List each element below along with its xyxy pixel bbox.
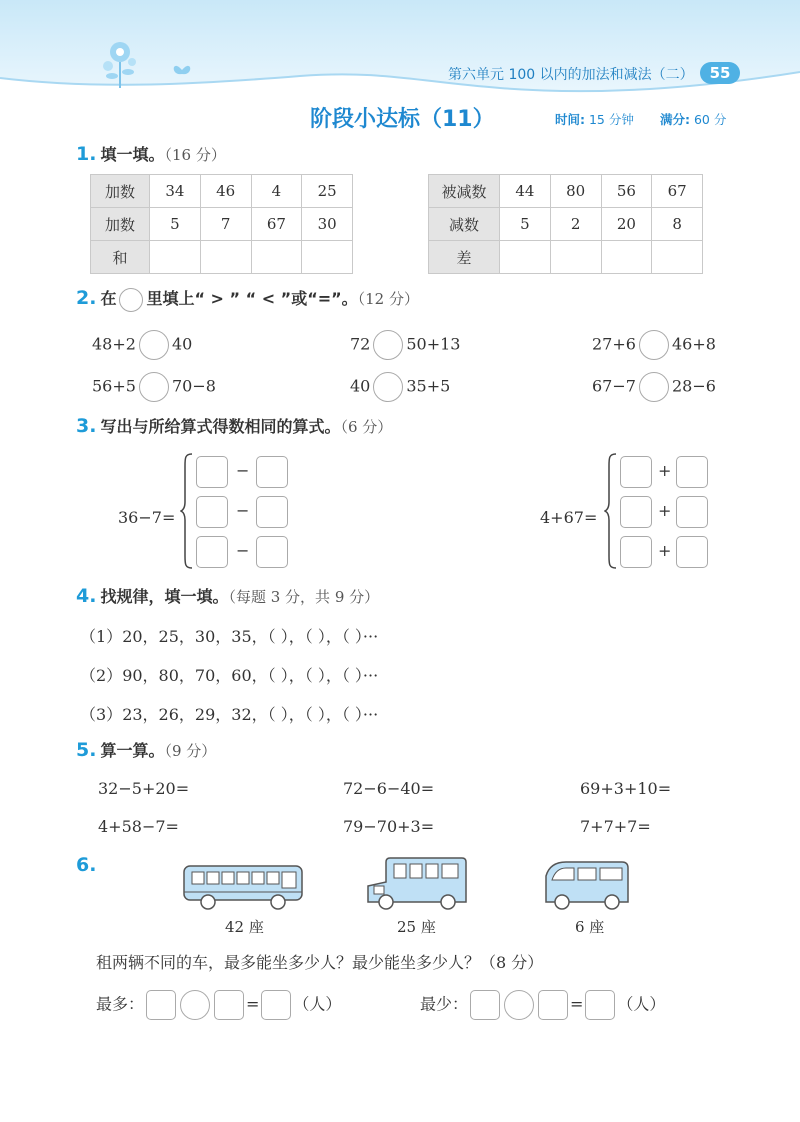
- compare-item: [350, 330, 460, 360]
- unit-label: （人）: [293, 994, 342, 1014]
- table-cell: 8: [652, 208, 703, 241]
- full-label: 满分:: [660, 112, 690, 127]
- question-title: 找规律，填一填。: [100, 587, 229, 606]
- question-number: 6.: [76, 854, 97, 876]
- answer-box[interactable]: [196, 496, 228, 528]
- calculation-item[interactable]: 79−70+3=: [343, 817, 435, 836]
- vehicle-caption: 25 座: [397, 918, 436, 936]
- addition-table: [90, 174, 353, 274]
- answer-box[interactable]: [538, 990, 568, 1020]
- answer-box[interactable]: [256, 536, 288, 568]
- sequence-row: [80, 663, 378, 686]
- full-score: [660, 110, 726, 128]
- table-cell: 46: [200, 175, 251, 208]
- question-4-heading: [76, 584, 379, 607]
- minivan-icon: [542, 858, 632, 912]
- calculation-item[interactable]: 72−6−40=: [343, 779, 435, 798]
- calculation-item[interactable]: 69+3+10=: [580, 779, 672, 798]
- table-row: [91, 241, 353, 274]
- header-wave-decoration: [0, 0, 800, 100]
- compare-left: 27+6: [592, 334, 636, 354]
- compare-circle[interactable]: [639, 372, 669, 402]
- table-cell: 67: [251, 208, 302, 241]
- sequence-label: （3）: [80, 705, 123, 724]
- operator: −: [236, 501, 250, 520]
- sequence-values: 90，80，70，60，: [122, 666, 268, 685]
- answer-box[interactable]: [146, 990, 176, 1020]
- answer-box[interactable]: [196, 456, 228, 488]
- compare-circle[interactable]: [639, 330, 669, 360]
- operator: −: [236, 541, 250, 560]
- table-cell: 4: [251, 175, 302, 208]
- table-cell: 34: [150, 175, 201, 208]
- answer-cell[interactable]: [550, 241, 601, 274]
- operator-circle[interactable]: [180, 990, 210, 1020]
- compare-item: [92, 330, 192, 360]
- full-value: 60 分: [693, 112, 727, 127]
- table-row-label: 被减数: [429, 175, 500, 208]
- large-bus-icon: [180, 862, 306, 912]
- vehicle-caption: 6 座: [575, 918, 605, 936]
- compare-left: 72: [350, 334, 371, 354]
- question-title: 写出与所给算式得数相同的算式。: [100, 417, 341, 436]
- table-row: [91, 175, 353, 208]
- table-row-label: 加数: [91, 175, 150, 208]
- answer-box[interactable]: [620, 496, 652, 528]
- table-cell: 7: [200, 208, 251, 241]
- circle-symbol: [119, 288, 143, 312]
- left-brace-icon: [180, 452, 194, 570]
- table-cell: 30: [302, 208, 353, 241]
- equals-sign: =: [570, 994, 584, 1014]
- answer-cell[interactable]: [652, 241, 703, 274]
- compare-left: 48+2: [92, 334, 136, 354]
- question-title: 算一算。: [100, 741, 165, 760]
- subtraction-table: [428, 174, 703, 274]
- question-3-heading: [76, 414, 392, 437]
- answer-cell[interactable]: [500, 241, 551, 274]
- operator-circle[interactable]: [504, 990, 534, 1020]
- question-title-part: 里填上“ > ” “ < ”或“=”。: [146, 289, 358, 308]
- table-row: [91, 208, 353, 241]
- sequence-blanks[interactable]: （ ），（ ），（ ）···: [267, 705, 379, 724]
- operator: −: [236, 461, 250, 480]
- answer-box[interactable]: [214, 990, 244, 1020]
- table-row-label: 差: [429, 241, 500, 274]
- table-cell: 44: [500, 175, 551, 208]
- equals-sign: =: [246, 994, 260, 1014]
- answer-cell[interactable]: [601, 241, 652, 274]
- question-number: 5.: [76, 739, 97, 761]
- time-limit: [555, 110, 634, 128]
- sequence-row: [80, 624, 378, 647]
- compare-circle[interactable]: [139, 330, 169, 360]
- least-label: 最少：: [420, 994, 469, 1014]
- calculation-item[interactable]: 7+7+7=: [580, 817, 651, 836]
- sequence-label: （2）: [80, 666, 123, 685]
- compare-left: 40: [350, 376, 371, 396]
- compare-right: 35+5: [406, 376, 451, 396]
- question-score: （每题 3 分，共 9 分）: [228, 588, 380, 606]
- table-cell: 2: [550, 208, 601, 241]
- answer-box[interactable]: [676, 456, 708, 488]
- time-value: 15 分钟: [588, 112, 634, 127]
- answer-box[interactable]: [196, 536, 228, 568]
- question-2-heading: [76, 286, 419, 312]
- question-5-heading: [76, 738, 216, 761]
- unit-label: （人）: [617, 994, 666, 1014]
- answer-box[interactable]: [676, 536, 708, 568]
- question-score: （16 分）: [164, 146, 226, 164]
- sequence-blanks[interactable]: （ ），（ ），（ ）···: [267, 666, 379, 685]
- answer-box[interactable]: [585, 990, 615, 1020]
- question-score: （6 分）: [340, 418, 393, 436]
- table-cell: 56: [601, 175, 652, 208]
- table-row: [429, 241, 703, 274]
- left-brace-icon: [604, 452, 618, 570]
- answer-box[interactable]: [261, 990, 291, 1020]
- compare-right: 28−6: [671, 376, 716, 396]
- question-number: 1.: [76, 143, 97, 165]
- time-label: 时间:: [555, 112, 585, 127]
- unit-title: 第六单元 100 以内的加法和减法（二）: [448, 67, 694, 83]
- table-row-label: 减数: [429, 208, 500, 241]
- given-expression: 4+67=: [540, 508, 598, 527]
- compare-circle[interactable]: [373, 330, 403, 360]
- table-row: [429, 208, 703, 241]
- page-number: 55: [700, 62, 740, 84]
- sequence-label: （1）: [80, 627, 123, 646]
- table-cell: 25: [302, 175, 353, 208]
- question-1-heading: [76, 142, 226, 165]
- answer-box[interactable]: [256, 456, 288, 488]
- question-score: （9 分）: [164, 742, 217, 760]
- compare-circle[interactable]: [373, 372, 403, 402]
- question-number: 4.: [76, 585, 97, 607]
- page-title: 阶段小达标（11）: [310, 107, 495, 132]
- answer-box[interactable]: [676, 496, 708, 528]
- question-title: 填一填。: [100, 145, 165, 164]
- sequence-blanks[interactable]: （ ），（ ），（ ）···: [267, 627, 379, 646]
- compare-item: [592, 372, 716, 402]
- question-number: 3.: [76, 415, 97, 437]
- compare-item: [92, 372, 216, 402]
- table-row: [429, 175, 703, 208]
- vehicle-caption: 42 座: [225, 918, 264, 936]
- answer-box[interactable]: [620, 456, 652, 488]
- compare-right: 46+8: [671, 334, 716, 354]
- question-6-heading: [76, 854, 100, 876]
- table-cell: 5: [150, 208, 201, 241]
- least-answer-row: [420, 990, 665, 1020]
- calculation-item[interactable]: 4+58−7=: [98, 817, 179, 836]
- table-cell: 67: [652, 175, 703, 208]
- question-title-part: 在: [100, 289, 117, 308]
- compare-right: 50+13: [406, 334, 461, 354]
- sequence-values: 23，26，29，32，: [122, 705, 268, 724]
- sequence-values: 20，25，30，35，: [122, 627, 268, 646]
- table-cell: 20: [601, 208, 652, 241]
- medium-bus-icon: [364, 856, 468, 912]
- table-row-label: 和: [91, 241, 150, 274]
- compare-right: 70−8: [171, 376, 216, 396]
- answer-cell[interactable]: [200, 241, 251, 274]
- table-cell: 5: [500, 208, 551, 241]
- compare-item: [592, 330, 716, 360]
- question-number: 2.: [76, 287, 97, 309]
- compare-right: 40: [171, 334, 193, 354]
- answer-cell[interactable]: [251, 241, 302, 274]
- compare-left: 67−7: [592, 376, 636, 396]
- answer-box[interactable]: [256, 496, 288, 528]
- table-cell: 80: [550, 175, 601, 208]
- answer-cell[interactable]: [302, 241, 353, 274]
- operator: +: [658, 461, 672, 480]
- answer-box[interactable]: [620, 536, 652, 568]
- operator: +: [658, 501, 672, 520]
- most-answer-row: [96, 990, 341, 1020]
- calculation-item[interactable]: 32−5+20=: [98, 779, 190, 798]
- given-expression: 36−7=: [118, 508, 176, 527]
- compare-item: [350, 372, 450, 402]
- answer-cell[interactable]: [150, 241, 201, 274]
- compare-left: 56+5: [92, 376, 136, 396]
- question-score: （12 分）: [357, 290, 419, 308]
- question-6-text: 租两辆不同的车，最多能坐多少人？最少能坐多少人？（8 分）: [96, 953, 544, 972]
- answer-box[interactable]: [470, 990, 500, 1020]
- compare-circle[interactable]: [139, 372, 169, 402]
- table-row-label: 加数: [91, 208, 150, 241]
- operator: +: [658, 541, 672, 560]
- sequence-row: [80, 702, 378, 725]
- most-label: 最多：: [96, 994, 145, 1014]
